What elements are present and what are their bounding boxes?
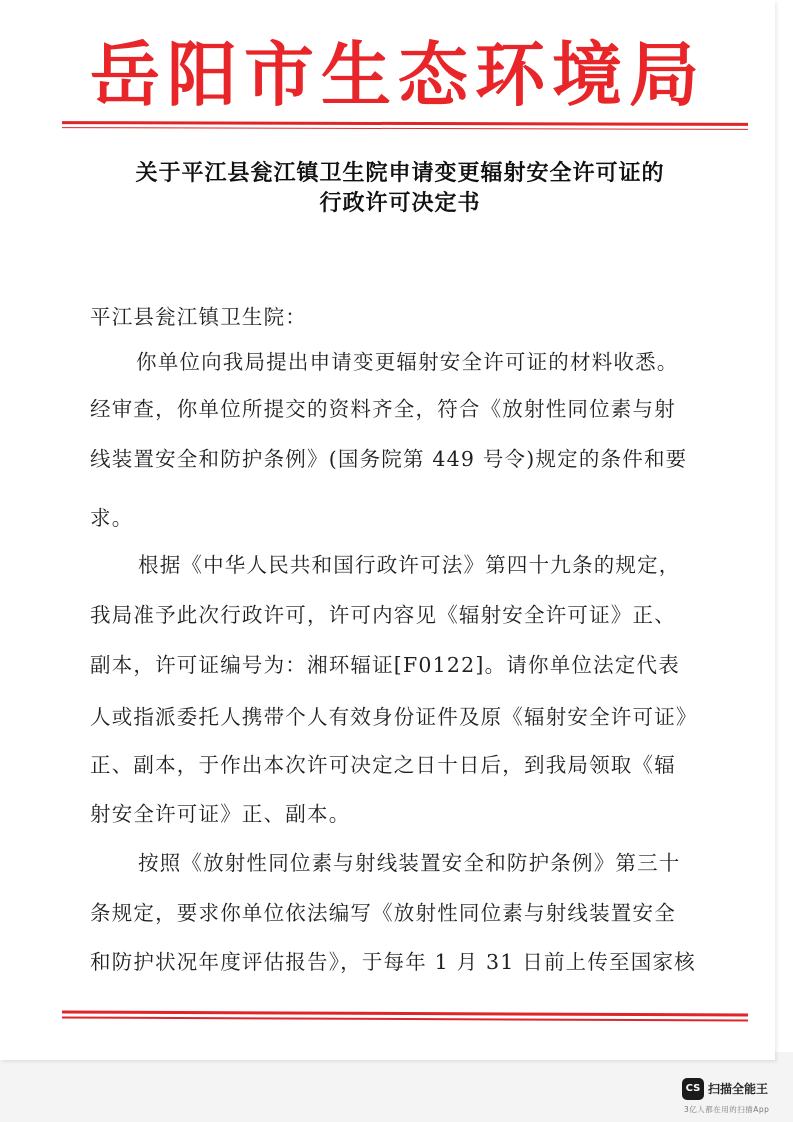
body-line: 射安全许可证》正、副本。 (90, 802, 351, 826)
watermark-app-name: 扫描全能王 (708, 1082, 769, 1096)
letterhead-red-rule (62, 121, 748, 126)
body-line: 线装置安全和防护条例》(国务院第 449 号令)规定的条件和要 (90, 447, 688, 471)
body-line: 我局准予此次行政许可，许可内容见《辐射安全许可证》正、 (90, 603, 676, 627)
scan-background (0, 1052, 793, 1122)
salutation: 平江县瓮江镇卫生院： (90, 305, 307, 329)
body-line: 经审查，你单位所提交的资料齐全，符合《放射性同位素与射 (90, 397, 676, 421)
body-line: 根据《中华人民共和国行政许可法》第四十九条的规定， (138, 553, 681, 577)
body-line: 你单位向我局提出申请变更辐射安全许可证的材料收悉。 (136, 350, 679, 374)
body-line: 人或指派委托人携带个人有效身份证件及原《辐射安全许可证》 (90, 705, 698, 729)
footer-red-rule-thin (62, 1017, 748, 1022)
body-line: 求。 (90, 506, 134, 530)
body-line: 副本，许可证编号为：湘环辐证[F0122]。请你单位法定代表 (90, 653, 680, 677)
camscanner-logo-icon: CS (682, 1078, 704, 1100)
body-line: 和防护状况年度评估报告》，于每年 1 月 31 日前上传至国家核 (90, 950, 696, 974)
body-line: 正、副本，于作出本次许可决定之日十日后，到我局领取《辐 (90, 753, 676, 777)
document-title-line-1: 关于平江县瓮江镇卫生院申请变更辐射安全许可证的 (135, 161, 665, 186)
body-line: 按照《放射性同位素与射线装置安全和防护条例》第三十 (138, 851, 681, 875)
letterhead-red-rule-thin (62, 127, 748, 130)
document-title-line-2: 行政许可决定书 (319, 191, 481, 216)
watermark-tagline: 3亿人都在用的扫描App (684, 1105, 770, 1114)
body-line: 条规定，要求你单位依法编写《放射性同位素与射线装置安全 (90, 901, 676, 925)
agency-letterhead: 岳阳市生态环境局 (90, 33, 706, 116)
scanner-watermark (682, 1078, 787, 1118)
footer-red-rule (62, 1011, 748, 1017)
